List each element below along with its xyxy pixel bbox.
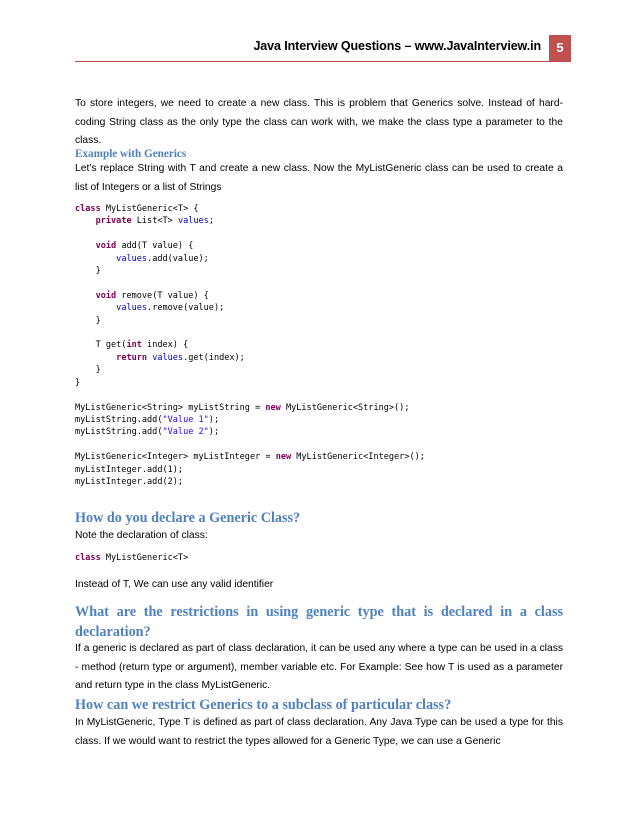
declare-paragraph: Note the declaration of class: <box>75 530 208 541</box>
page-number-badge: 5 <box>549 35 571 61</box>
code-line: MyListGeneric<String> myListString = new MyListGeneric<String>(); <box>75 402 410 413</box>
subclass-heading: How can we restrict Generics to a subclass of particular class? <box>75 697 452 713</box>
code-line: myListInteger.add(2); <box>75 476 184 487</box>
subclass-paragraph: In MyListGeneric, Type T is defined as part of class declaration. Any Java Type can be used a type for this class. If we would want to restrict the types allowed for a Generic Type, we can use a Generic <box>75 717 563 747</box>
code-line: values.add(value); <box>116 253 209 264</box>
code-line: } <box>75 377 81 388</box>
header-title: Java Interview Questions – www.JavaInterview.in <box>253 39 541 53</box>
code-line: } <box>75 266 101 277</box>
code-line: private List<T> values; <box>95 216 214 227</box>
code-line: myListString.add("Value 1"); <box>75 414 220 425</box>
code-line: class MyListGeneric<T> <box>75 553 189 563</box>
code-line: MyListGeneric<Integer> myListInteger = new MyListGeneric<Integer>(); <box>75 452 425 463</box>
example-paragraph: Let’s replace String with T and create a new class. Now the MyListGeneric class can be used to create a list of Integers or a list of Strings <box>75 163 563 193</box>
code-line: T get(int index) { <box>75 340 189 351</box>
declare-after-paragraph: Instead of T, We can use any valid identifier <box>75 579 274 590</box>
code-line: return values.get(index); <box>116 352 245 363</box>
code-block-declaration <box>75 552 188 564</box>
code-line: } <box>75 365 101 376</box>
intro-paragraph: To store integers, we need to create a new class. This is problem that Generics solve. Instead of hard-coding String class as the only type the class can work with, we make the class type a parameter to the class. <box>75 98 563 146</box>
example-heading: Example with Generics <box>75 148 187 160</box>
page-header <box>75 35 571 63</box>
declare-heading: How do you declare a Generic Class? <box>75 510 301 526</box>
code-line: void remove(T value) { <box>95 290 209 301</box>
restrictions-paragraph: If a generic is declared as part of class declaration, it can be used any where a type can be used in a class - method (return type or argument), member variable etc. For Example: See how T is used as a parameter and return type in the class MyListGeneric. <box>75 643 563 691</box>
code-block-main <box>75 203 425 488</box>
header-divider <box>75 61 571 62</box>
code-line: myListInteger.add(1); <box>75 464 184 475</box>
restrictions-heading: What are the restrictions in using generic type that is declared in a class declaration? <box>75 604 563 640</box>
code-line: } <box>75 315 101 326</box>
code-line: class MyListGeneric<T> { <box>75 204 199 214</box>
code-line: void add(T value) { <box>95 241 194 252</box>
code-line: values.remove(value); <box>116 303 225 314</box>
code-line: myListString.add("Value 2"); <box>75 427 220 438</box>
